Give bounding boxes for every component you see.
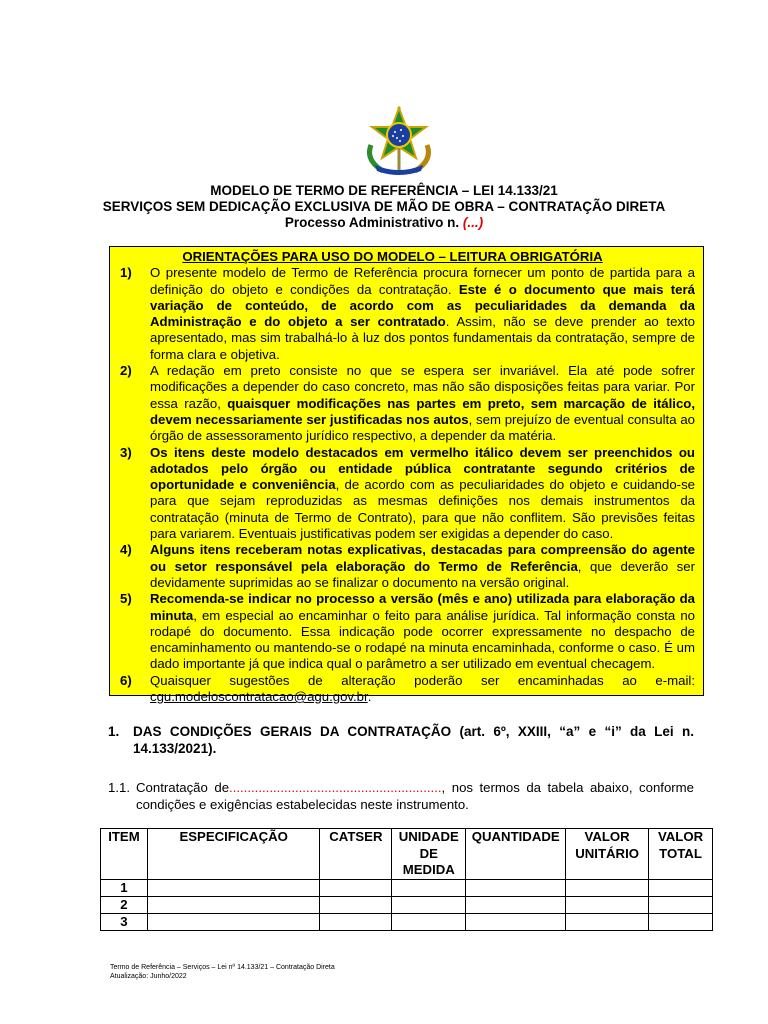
guidance-title: ORIENTAÇÕES PARA USO DO MODELO – LEITURA OBRIGATÓRIA	[182, 249, 603, 264]
guidance-item-text	[150, 591, 695, 672]
section-1-heading	[108, 724, 694, 757]
empty-cell[interactable]	[320, 913, 392, 930]
contact-email-link[interactable]: cgu.modeloscontratacao@agu.gov.br	[150, 689, 368, 705]
guidance-bold-text: Este é o documento que mais terá variação de conteúdo, de acordo com as peculiaridades da demanda da Administração e do objeto a ser contratado	[150, 281, 695, 330]
footer-line-1: Termo de Referência – Serviços – Lei nº 14.133/21 – Contratação Direta	[110, 964, 335, 971]
empty-cell[interactable]	[566, 913, 649, 930]
guidance-text: A redação em preto consiste no que se espera ser invariável. Ela até pode sofrer modificações a depender do caso concreto, mas não são disposições feitas para variar. Por essa razão,	[150, 363, 695, 411]
guidance-text: .	[367, 689, 372, 705]
clause-prefix: Contratação de	[136, 780, 230, 795]
empty-cell[interactable]	[466, 913, 566, 930]
table-body	[101, 879, 713, 930]
guidance-bold-text: Recomenda-se indicar no processo a versão (mês e ano) utilizada para elaboração da minuta	[150, 591, 695, 623]
document-subtitle: SERVIÇOS SEM DEDICAÇÃO EXCLUSIVA DE MÃO DE OBRA – CONTRATAÇÃO DIRETA	[102, 199, 666, 214]
empty-cell[interactable]	[320, 896, 392, 913]
guidance-text: , que deverão ser devidamente suprimidas ao se finalizar o documento na versão original.	[150, 558, 696, 590]
guidance-text: . Assim, não se deve prender ao texto apresentado, mas sim trabalhá-lo à luz dos pontos fundamentais da contratação, sempre de forma clara e objetiva.	[150, 314, 695, 362]
footer-line-2: Atualização: Junho/2022	[110, 972, 187, 980]
empty-cell[interactable]	[392, 879, 466, 896]
table-row	[101, 896, 713, 913]
header-item: ITEM	[101, 829, 148, 880]
guidance-text: , de acordo com as peculiaridades do objeto e cuidando-se para que sejam reproduzidas as mesmas definições nos demais instrumentos da contratação (minuta de Termo de Contrato), para que não conflitem. São previsões feitas para variarem. Eventuais justificativas podem ser exigidas a depender do caso.	[150, 477, 696, 542]
clause-suffix: , nos termos da tabela abaixo, conforme condições e exigências estabelecidas neste instrumento.	[136, 780, 694, 812]
guidance-item-text	[150, 542, 695, 591]
empty-cell[interactable]	[466, 879, 566, 896]
guidance-item-number: 5)	[120, 591, 132, 607]
guidance-item-text	[150, 445, 695, 543]
empty-cell[interactable]	[649, 913, 713, 930]
empty-cell[interactable]	[147, 879, 320, 896]
guidance-item-text	[150, 265, 695, 363]
header-catser: CATSER	[320, 829, 392, 880]
empty-cell[interactable]	[392, 913, 466, 930]
empty-cell[interactable]	[320, 879, 392, 896]
item-number-cell: 2	[101, 896, 148, 913]
guidance-text: , em especial ao encaminhar o feito para análise jurídica. Tal informação consta no rodapé do documento. Essa indicação pode ocorrer expressamente no despacho de encaminhamento ou mantendo-se o rodapé na minuta encaminhada, conforme o caso. É um dado importante já que indica qual o parâmetro a ser utilizado em eventual checagem.	[150, 607, 695, 672]
guidance-item-number: 6)	[120, 672, 132, 688]
guidance-item-text	[150, 363, 695, 444]
guidance-bold-text: Os itens deste modelo destacados em vermelho itálico devem ser preenchidos ou adotados pelo órgão ou entidade pública contratante segundo critérios de oportunidade e conveniência	[150, 444, 695, 493]
process-number-placeholder: (...)	[462, 215, 484, 230]
empty-cell[interactable]	[392, 896, 466, 913]
guidance-item	[120, 265, 695, 363]
guidance-item	[120, 542, 695, 591]
table-header-row	[101, 829, 713, 880]
header-valor-unitario: VALOR UNITÁRIO	[566, 829, 649, 880]
guidance-bold-text: quaisquer modificações nas partes em preto, sem marcação de itálico, devem necessariamente ser justificadas nos autos	[150, 395, 695, 427]
clause-fill-dots: ..........................................................	[229, 780, 442, 795]
items-table	[100, 828, 713, 931]
header-especificacao: ESPECIFICAÇÃO	[147, 829, 320, 880]
guidance-item	[120, 673, 695, 706]
guidance-item-number: 1)	[120, 265, 132, 281]
guidance-item-text	[150, 673, 695, 706]
empty-cell[interactable]	[566, 879, 649, 896]
table-row	[101, 913, 713, 930]
guidance-bold-text: Alguns itens receberam notas explicativas, destacadas para compreensão do agente ou setor responsável pela elaboração do Termo de Referência	[150, 542, 695, 574]
empty-cell[interactable]	[649, 896, 713, 913]
header-valor-total: VALOR TOTAL	[649, 829, 713, 880]
empty-cell[interactable]	[649, 879, 713, 896]
clause-text	[136, 780, 694, 813]
guidance-text: , sem prejuízo de eventual consulta ao órgão de assessoramento jurídico respectivo, a depender da matéria.	[150, 411, 695, 444]
guidance-item	[120, 591, 695, 672]
guidance-item	[120, 445, 695, 543]
guidance-item	[120, 363, 695, 444]
section-title: DAS CONDIÇÕES GERAIS DA CONTRATAÇÃO (art. 6º, XXIII, “a” e “i” da Lei n. 14.133/2021).	[133, 724, 694, 756]
item-number-cell: 1	[101, 879, 148, 896]
guidance-list	[120, 265, 695, 705]
guidance-item-number: 2)	[120, 363, 132, 379]
process-number	[60, 215, 708, 231]
section-number: 1.	[108, 724, 120, 739]
table-row	[101, 879, 713, 896]
process-number-label: Processo Administrativo n.	[284, 215, 463, 230]
document-title: MODELO DE TERMO DE REFERÊNCIA – LEI 14.133/21	[210, 183, 558, 198]
clause-number: 1.1.	[108, 780, 130, 795]
guidance-text: Quaisquer sugestões de alteração poderão ser encaminhadas ao e-mail:	[150, 672, 695, 688]
coat-of-arms-emblem	[359, 105, 439, 177]
guidance-item-number: 4)	[120, 542, 132, 558]
header-unidade: UNIDADE DE MEDIDA	[392, 829, 466, 880]
item-number-cell: 3	[101, 913, 148, 930]
page-footer	[110, 964, 335, 981]
clause-1-1	[108, 780, 694, 813]
empty-cell[interactable]	[466, 896, 566, 913]
guidance-item-number: 3)	[120, 444, 132, 460]
empty-cell[interactable]	[566, 896, 649, 913]
guidance-text: O presente modelo de Termo de Referência procura fornecer um ponto de partida para a definição do objeto e condições da contratação.	[150, 265, 695, 297]
header-quantidade: QUANTIDADE	[466, 829, 566, 880]
empty-cell[interactable]	[147, 913, 320, 930]
empty-cell[interactable]	[147, 896, 320, 913]
guidance-box	[109, 246, 704, 705]
